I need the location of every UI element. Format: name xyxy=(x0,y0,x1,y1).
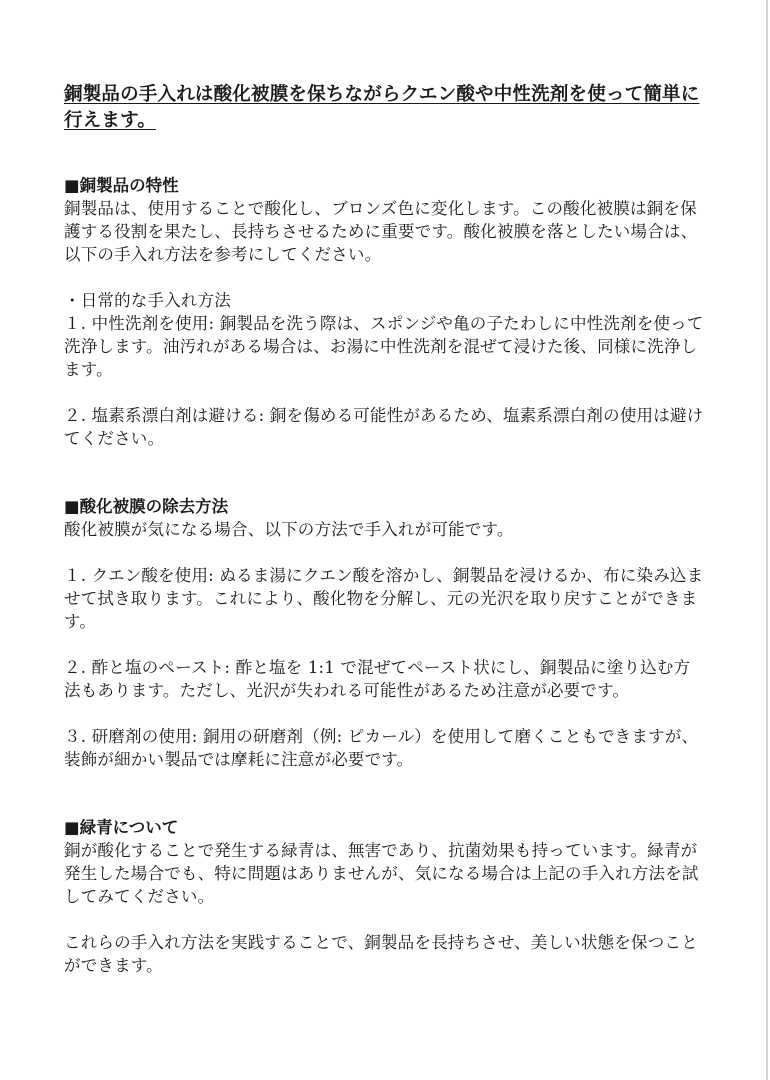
section-oxide-removal xyxy=(64,495,704,771)
list-item: ２. 酢と塩のペースト: 酢と塩を 1:1 で混ぜてペースト状にし、銅製品に塗り込む方法もあります。ただし、光沢が失われる可能性があるため注意が必要です。 xyxy=(64,658,691,700)
document-body xyxy=(64,82,704,977)
document-headline: 銅製品の手入れは酸化被膜を保ちながらクエン酸や中性洗剤を使って簡単に行えます。 xyxy=(64,84,700,131)
closing-paragraph: これらの手入れ方法を実践することで、銅製品を長持ちさせ、美しい状態を保つことができます。 xyxy=(64,933,698,975)
section-title: ■銅製品の特性 xyxy=(64,176,179,195)
list-item: １. 中性洗剤を使用: 銅製品を洗う際は、スポンジや亀の子たわしに中性洗剤を使って洗浄します。油汚れがある場合は、お湯に中性洗剤を混ぜて浸けた後、同様に洗浄します。 xyxy=(64,314,704,379)
section-title: ■酸化被膜の除去方法 xyxy=(64,497,229,516)
section-intro: 銅が酸化することで発生する緑青は、無害であり、抗菌効果も持っています。緑青が発生した場合でも、特に問題はありませんが、気になる場合は上記の手入れ方法を試してみてください。 xyxy=(64,841,699,906)
list-item: ３. 研磨剤の使用: 銅用の研磨剤（例: ピカール）を使用して磨くこともできますが、装飾が細かい製品では摩耗に注意が必要です。 xyxy=(64,727,699,769)
section-verdigris xyxy=(64,816,704,977)
section-title: ■緑青について xyxy=(64,818,179,837)
list-item: ２. 塩素系漂白剤は避ける: 銅を傷める可能性があるため、塩素系漂白剤の使用は避けてください。 xyxy=(64,406,704,448)
subheading-daily-care: ・日常的な手入れ方法 xyxy=(64,291,231,310)
section-intro: 酸化被膜が気になる場合、以下の方法で手入れが可能です。 xyxy=(64,520,514,539)
section-copper-characteristics xyxy=(64,174,704,450)
list-item: １. クエン酸を使用: ぬるま湯にクエン酸を溶かし、銅製品を浸けるか、布に染み込ませて拭き取ります。これにより、酸化物を分解し、元の光沢を取り戻すことができます。 xyxy=(64,566,704,631)
section-intro: 銅製品は、使用することで酸化し、ブロンズ色に変化します。この酸化被膜は銅を保護する役割を果たし、長持ちさせるために重要です。酸化被膜を落としたい場合は、以下の手入れ方法を参考にしてください。 xyxy=(64,199,698,264)
